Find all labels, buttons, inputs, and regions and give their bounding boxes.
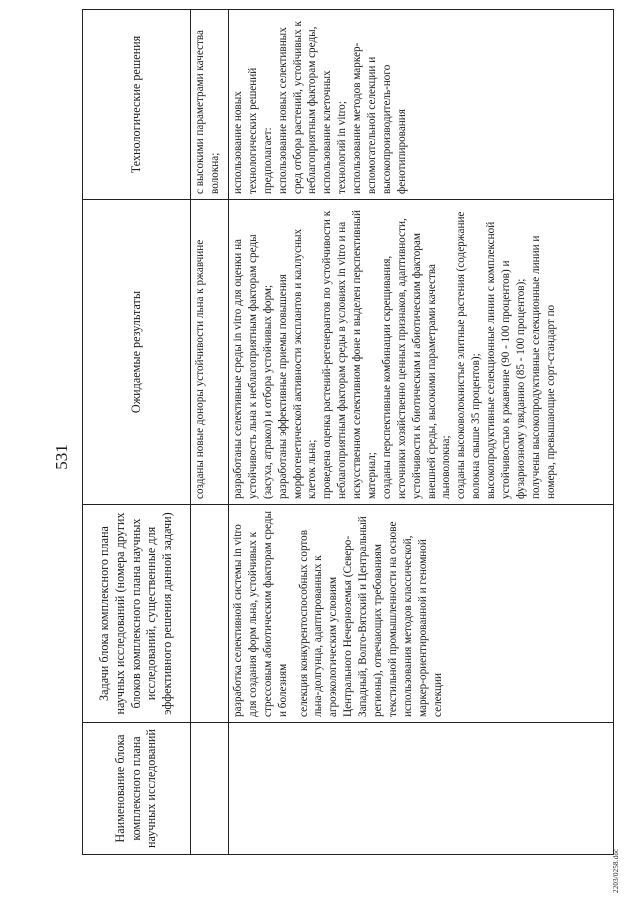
research-plan-table [82, 9, 614, 855]
tech-cell: использование новых технологических решений предполагает: использование новых селективных сред отбора растений, устойчивых к неблагоприятным факторам среды, использование клеточных технологий in vitro; использование методов маркер-вспомогательной селекции и высокопроизводитель-ного фенотипирования [229, 10, 614, 200]
task-in-vitro: разработка селективной системы in vitro для создания форм льна, устойчивых к стрессовым абиотическим факторам среды и болезням [232, 511, 289, 717]
block-name-cell [191, 723, 229, 855]
header-expected-results: Ожидаемые результаты [83, 200, 191, 505]
document-code: 2203/0258.doc [612, 848, 620, 893]
tasks-cell [229, 505, 614, 723]
block-name-cell [229, 723, 614, 855]
table-header-row [83, 10, 191, 855]
header-block-tasks: Задачи блока комплексного плана научных исследований (номера других блоков комплексного плана научных исследований, существенные для эффективного решения данной задачи) [83, 505, 191, 723]
results-cell: созданы новые доноры устойчивости льна к ржавчине [191, 200, 229, 505]
table-row [191, 10, 229, 855]
page-number: 531 [52, 444, 71, 470]
task-selection: селекция конкурентоспособных сортов льна-долгунца, адаптированных к агроэкологическим условиям Центрального Нечерноземья (Северо-Западный, Волго-Вятский и Центральный регионы), отвечающих требованиям текстильной промышленности на основе использования методов классической, маркер-ориентированной и геномной селекции [297, 516, 444, 717]
header-block-name: Наименование блока комплексного плана научных исследований [83, 723, 191, 855]
tasks-cell [191, 505, 229, 723]
tech-cell: с высокими параметрами качества волокна; [191, 10, 229, 200]
results-cell: разработаны селективные среды in vitro для оценки на устойчивость льна к неблагоприятным факторам среды (засуха, атракол) и отбора устойчивых форм; разработаны эффективные приемы повышения морфогенетической активности эксплантов и каллусных клеток льна; проведена оценка растений-регенерантов по устойчивости к неблагоприятным факторам среды в условиях in vitro и на искусственном селективном фоне и выделен перспективный материал; созданы перспективные комбинации скрещивания, источники хозяйственно ценных признаков, адаптивности, устойчивости к биотическим и абиотическим факторам внешней среды, высокими параметрами качества льноволокна; созданы высоковолокнистые элитные растения (содержание волокна свыше 35 процентов); высокопродуктивные селекционные линии с комплексной устойчивостью к ржавчине (90 - 100 процентов) и фузариозному увяданию (85 - 100 процентов); получены высокопродуктивные селекционные линии и номера, превышающие сорт-стандарт по [229, 200, 614, 505]
header-tech-solutions: Технологические решения [83, 10, 191, 200]
table-row [229, 10, 614, 855]
